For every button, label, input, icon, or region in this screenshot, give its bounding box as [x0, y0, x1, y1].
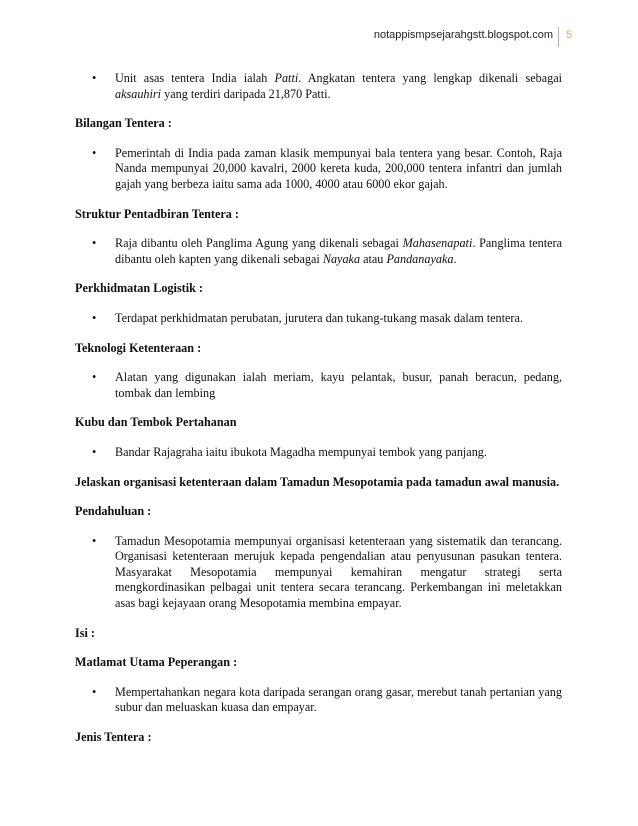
bullet-item: [75, 236, 562, 267]
text-run: Mempertahankan negara kota daripada serangan orang gasar, merebut tanah pertanian yang subur dan meluaskan kuasa dan empayar.: [115, 684, 562, 715]
section-heading: Matlamat Utama Peperangan :: [75, 655, 238, 670]
section-heading: Bilangan Tentera :: [75, 116, 172, 131]
text-run: . Angkatan tentera yang lengkap dikenali sebagai: [298, 71, 562, 85]
bullet-icon: •: [92, 310, 97, 325]
text-run: atau: [360, 251, 387, 266]
bullet-item: [75, 534, 562, 612]
section-heading: Jelaskan organisasi ketenteraan dalam Tamadun Mesopotamia pada tamadun awal manusia.: [75, 474, 560, 489]
section-heading: Jenis Tentera :: [75, 730, 152, 745]
text-run: .: [453, 251, 457, 266]
bullet-icon: •: [92, 533, 97, 548]
section-heading: Kubu dan Tembok Pertahanan: [75, 415, 237, 430]
bullet-icon: •: [92, 71, 97, 85]
text-run: Terdapat perkhidmatan perubatan, jurutera dan tukang-tukang masak dalam tentera.: [115, 310, 523, 325]
bullet-icon: •: [92, 236, 97, 251]
section-heading: Struktur Pentadbiran Tentera :: [75, 206, 239, 221]
bullet-item: [75, 445, 562, 461]
page-number: 5: [566, 29, 573, 41]
text-run: Bandar Rajagraha iaitu ibukota Magadha mempunyai tembok yang panjang.: [115, 444, 487, 459]
italic-term: Pandanayaka: [386, 251, 454, 266]
text-run: . Panglima tentera dibantu oleh kapten yang dikenali sebagai: [115, 236, 562, 266]
bullet-text: [115, 71, 562, 101]
italic-term: Mahasenapati: [402, 236, 473, 251]
text-run: Unit asas tentera India ialah: [115, 71, 275, 85]
bullet-text: [115, 685, 562, 715]
italic-term: aksauhiri: [115, 86, 162, 101]
section-heading: Pendahuluan :: [75, 504, 152, 519]
bullet-text: [115, 445, 487, 459]
bullet-icon: •: [92, 145, 97, 160]
bullet-text: [115, 146, 562, 191]
text-run: Alatan yang digunakan ialah meriam, kayu pelantak, busur, panah beracun, pedang, tombak dan lembing: [115, 370, 562, 400]
italic-term: Nayaka: [322, 251, 361, 266]
document-body: [75, 71, 562, 760]
bullet-text: [115, 370, 562, 400]
bullet-text: [115, 311, 523, 325]
text-run: Tamadun Mesopotamia mempunyai organisasi ketenteraan yang sistematik dan terancang. Organisasi ketenteraan merujuk kepada pengendalian atau penyusunan pasukan tentera. Masyarakat Mesopotamia mempunyai kemahiran mengatur strategi serta mengkordinasikan pelbagai unit tentera secara terancang. Perkembangan ini meletakkan asas bagi kejayaan orang Mesopotamia membina empayar.: [115, 533, 562, 611]
bullet-item: [75, 311, 562, 327]
bullet-icon: •: [92, 684, 97, 699]
section-heading: Teknologi Ketenteraan :: [75, 340, 202, 355]
text-run: Pemerintah di India pada zaman klasik mempunyai bala tentera yang besar. Contoh, Raja Nanda mempunyai 20,000 kavalri, 2000 kereta kuda, 200,000 tentera infantri dan jumlah gajah yang berbeza iaitu sama ada 1000, 4000 atau 6000 ekor gajah.: [115, 145, 562, 191]
page-header: [0, 27, 638, 49]
bullet-item: [75, 71, 562, 102]
bullet-icon: •: [92, 370, 97, 385]
section-heading: Isi :: [75, 625, 95, 640]
header-url: notappismpsejarahgstt.blogspot.com: [373, 29, 553, 41]
italic-term: Patti: [274, 71, 299, 85]
bullet-item: [75, 685, 562, 716]
bullet-text: [115, 534, 562, 610]
bullet-text: [115, 236, 562, 266]
bullet-icon: •: [92, 444, 97, 459]
bullet-item: [75, 146, 562, 193]
text-run: yang terdiri daripada 21,870 Patti.: [161, 86, 331, 101]
text-run: Raja dibantu oleh Panglima Agung yang dikenali sebagai: [115, 236, 403, 251]
section-heading: Perkhidmatan Logistik :: [75, 281, 203, 296]
header-divider: [558, 27, 559, 47]
bullet-item: [75, 370, 562, 401]
